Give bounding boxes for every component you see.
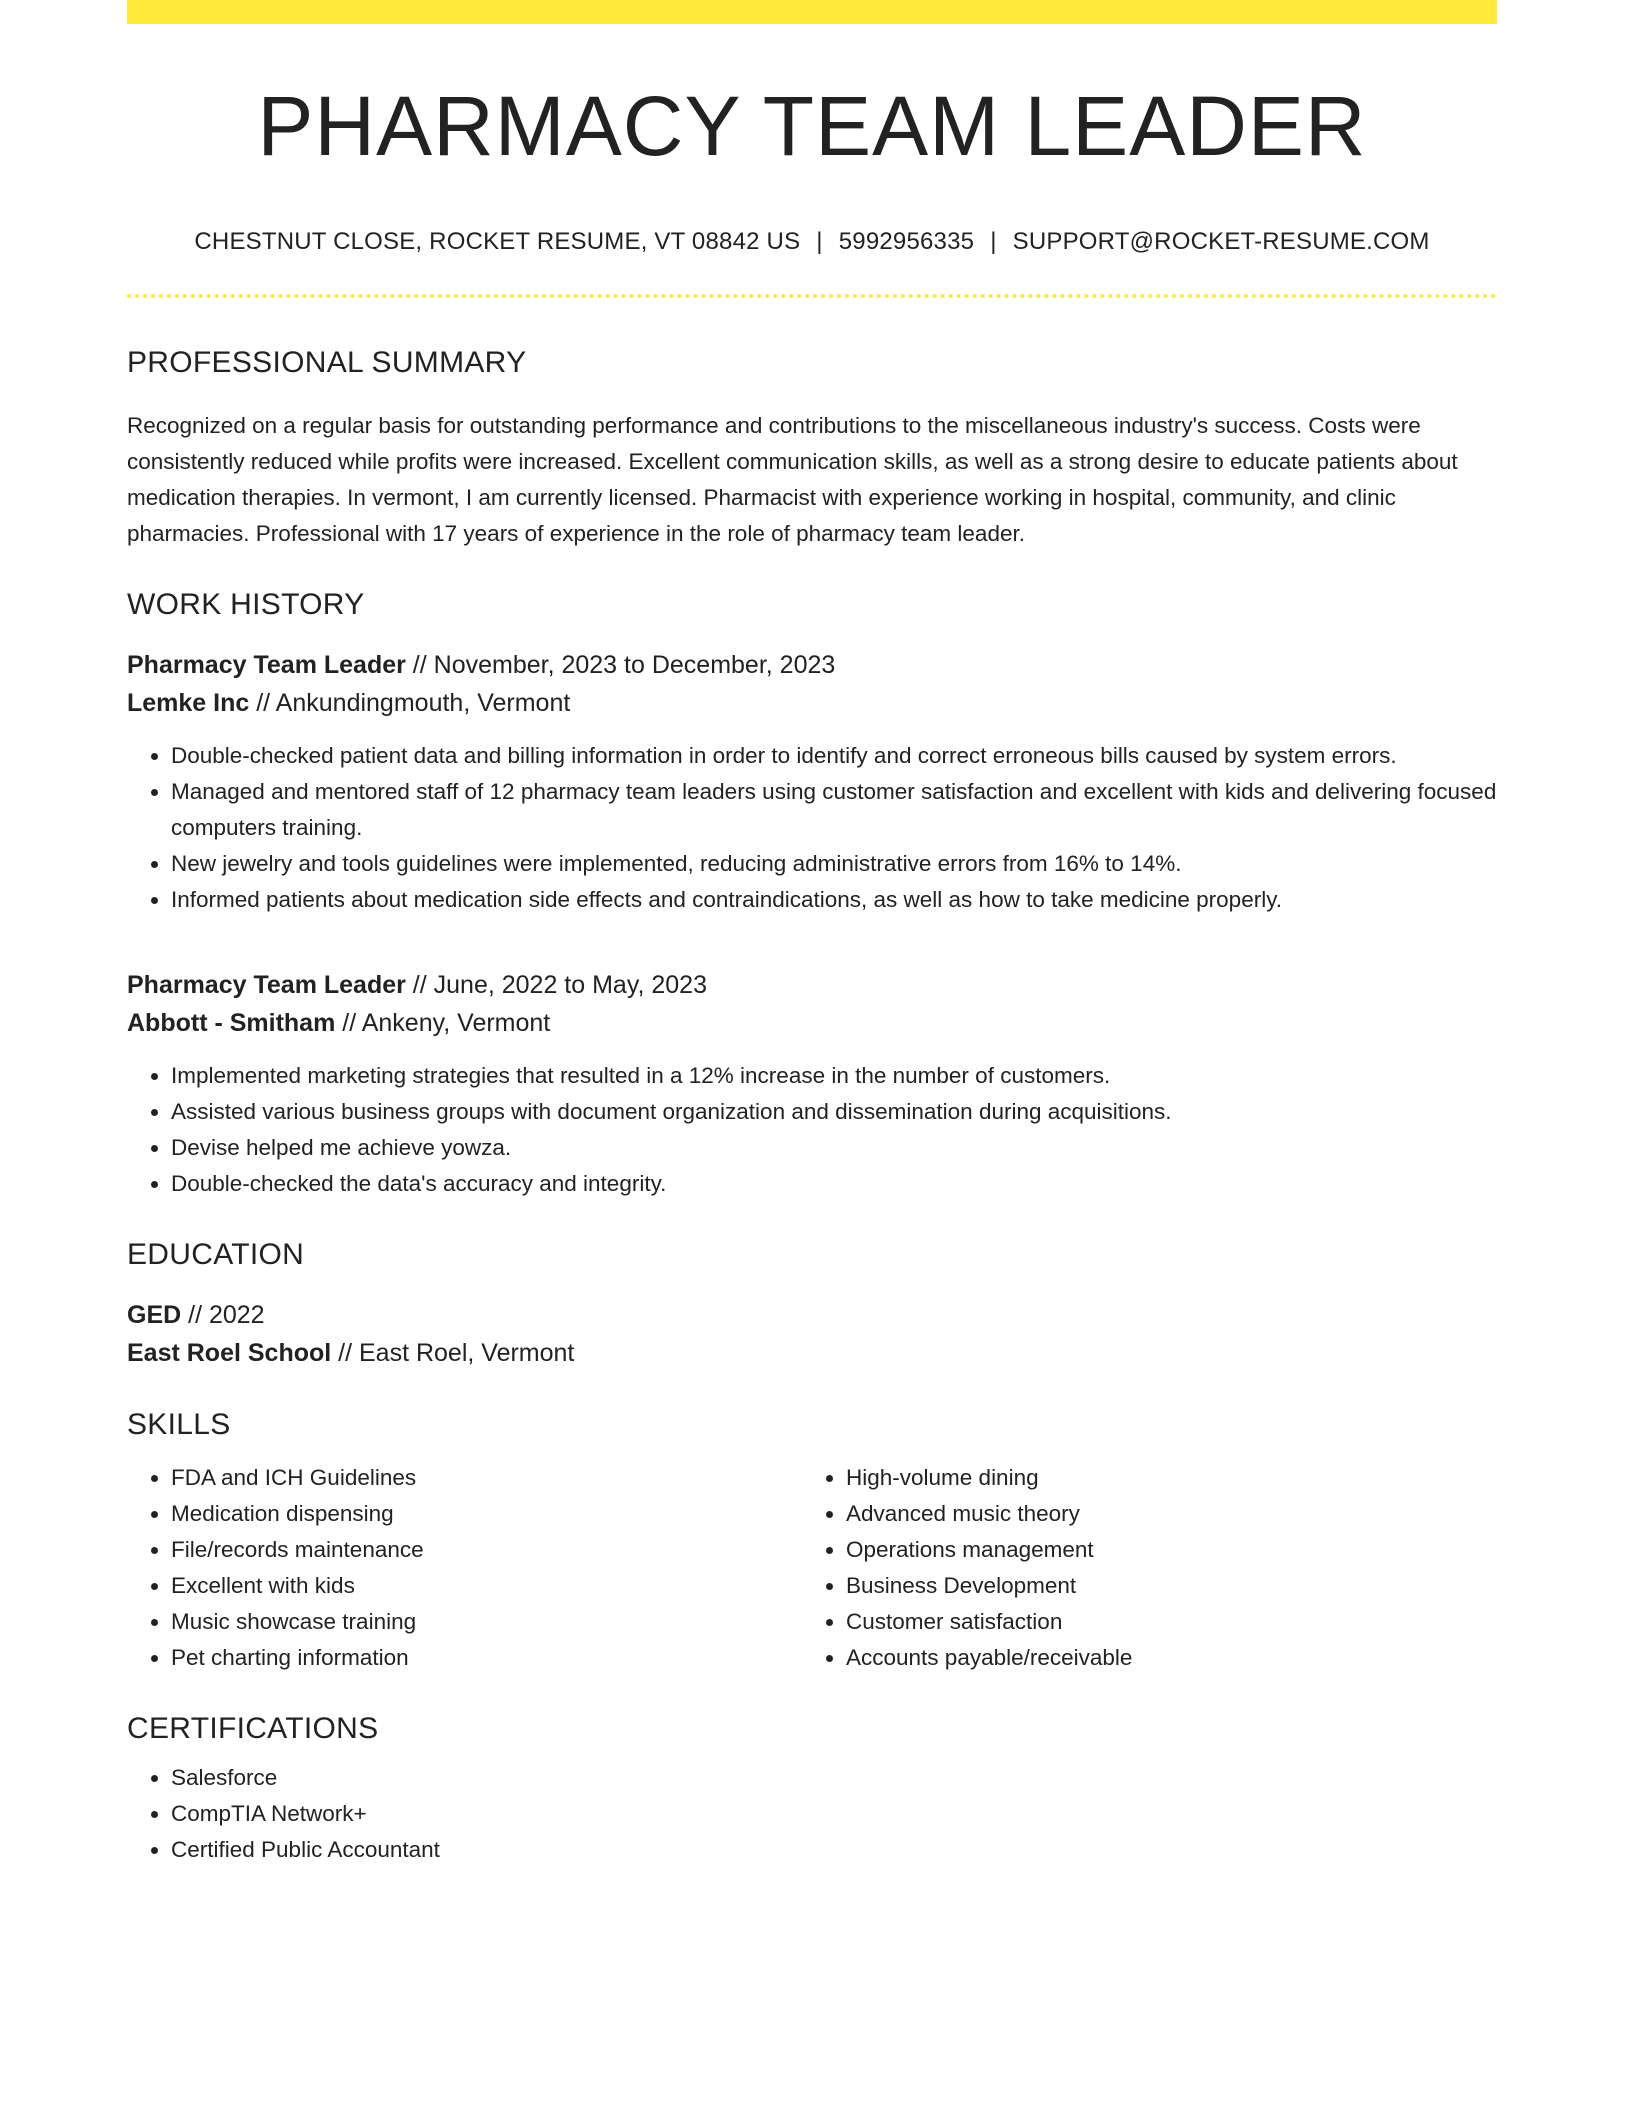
education-heading: EDUCATION: [127, 1238, 305, 1271]
education-degree: GED: [127, 1301, 182, 1329]
resume-title: PHARMACY TEAM LEADER: [257, 79, 1367, 173]
certifications-heading: CERTIFICATIONS: [127, 1712, 379, 1745]
skill-item: • Business Development: [846, 1568, 1477, 1604]
contact-email: SUPPORT@ROCKET-RESUME.COM: [1012, 228, 1430, 255]
summary-text: Recognized on a regular basis for outstanding performance and contributions to the miscellaneous industry's success. Costs were consistently reduced while profits were increased. Excellent communication skills, as well as a strong desire to educate patients about medication therapies. In vermont, I am currently licensed. Pharmacist with experience working in hospital, community, and clinic pharmacies. Professional with 17 years of experience in the role of pharmacy team leader.: [127, 413, 1458, 546]
job-dates: // November, 2023 to December, 2023: [405, 651, 836, 679]
skill-item: • High-volume dining: [846, 1460, 1477, 1496]
skills-list-left: [127, 1460, 802, 1676]
skill-item: • Medication dispensing: [171, 1496, 802, 1532]
job-bullet: • Implemented marketing strategies that resulted in a 12% increase in the number of customers.: [171, 1058, 1497, 1094]
contact-line: [127, 230, 1497, 254]
skill-item: • FDA and ICH Guidelines: [171, 1460, 802, 1496]
job-entry: [127, 646, 1497, 918]
job-bullet: • Informed patients about medication side effects and contraindications, as well as how to take medicine properly.: [171, 882, 1497, 918]
header-divider: [127, 294, 1497, 298]
job-bullets: [127, 1058, 1497, 1202]
accent-bar: [127, 0, 1497, 24]
work-history-heading: WORK HISTORY: [127, 588, 365, 621]
skill-item: • Pet charting information: [171, 1640, 802, 1676]
job-location: // Ankundingmouth, Vermont: [249, 689, 571, 717]
contact-separator: |: [990, 228, 997, 255]
certification-item: • CompTIA Network+: [171, 1796, 1497, 1832]
certification-item: • Certified Public Accountant: [171, 1832, 1497, 1868]
education-year: // 2022: [181, 1301, 265, 1329]
job-bullet: • Devise helped me achieve yowza.: [171, 1130, 1497, 1166]
job-bullets: [127, 738, 1497, 918]
job-company-line: [127, 684, 1497, 722]
skill-item: • Operations management: [846, 1532, 1477, 1568]
skill-item: • Music showcase training: [171, 1604, 802, 1640]
contact-phone: 5992956335: [838, 228, 975, 255]
education-degree-line: [127, 1296, 1497, 1334]
skill-item: • Advanced music theory: [846, 1496, 1477, 1532]
contact-separator: |: [816, 228, 823, 255]
job-role: Pharmacy Team Leader: [127, 971, 406, 999]
skill-item: • Accounts payable/receivable: [846, 1640, 1477, 1676]
job-bullet: • New jewelry and tools guidelines were implemented, reducing administrative errors from 16% to 14%.: [171, 846, 1497, 882]
certification-item: • Salesforce: [171, 1760, 1497, 1796]
education-entry: [127, 1296, 1497, 1372]
job-role: Pharmacy Team Leader: [127, 651, 406, 679]
skills-columns: [127, 1460, 1497, 1676]
job-bullet: • Double-checked the data's accuracy and integrity.: [171, 1166, 1497, 1202]
job-company-line: [127, 1004, 1497, 1042]
skills-heading: SKILLS: [127, 1408, 231, 1441]
job-bullet: • Double-checked patient data and billing information in order to identify and correct erroneous bills caused by system errors.: [171, 738, 1497, 774]
skill-item: • File/records maintenance: [171, 1532, 802, 1568]
job-company: Lemke Inc: [127, 689, 250, 717]
job-bullet: • Managed and mentored staff of 12 pharmacy team leaders using customer satisfaction and excellent with kids and delivering focused computers training.: [171, 774, 1497, 846]
education-school-line: [127, 1334, 1497, 1372]
job-company: Abbott - Smitham: [127, 1009, 336, 1037]
job-location: // Ankeny, Vermont: [335, 1009, 551, 1037]
resume-page: [127, 0, 1497, 1868]
summary-heading: PROFESSIONAL SUMMARY: [127, 346, 527, 379]
contact-address: CHESTNUT CLOSE, ROCKET RESUME, VT 08842 US: [194, 228, 801, 255]
job-dates: // June, 2022 to May, 2023: [405, 971, 707, 999]
skill-item: • Customer satisfaction: [846, 1604, 1477, 1640]
education-school: East Roel School: [127, 1339, 332, 1367]
education-location: // East Roel, Vermont: [331, 1339, 575, 1367]
skill-item: • Excellent with kids: [171, 1568, 802, 1604]
job-entry: [127, 966, 1497, 1202]
job-role-line: [127, 966, 1497, 1004]
job-role-line: [127, 646, 1497, 684]
certifications-list: [127, 1760, 1497, 1868]
job-bullet: • Assisted various business groups with document organization and dissemination during acquisitions.: [171, 1094, 1497, 1130]
skills-list-right: [802, 1460, 1477, 1676]
